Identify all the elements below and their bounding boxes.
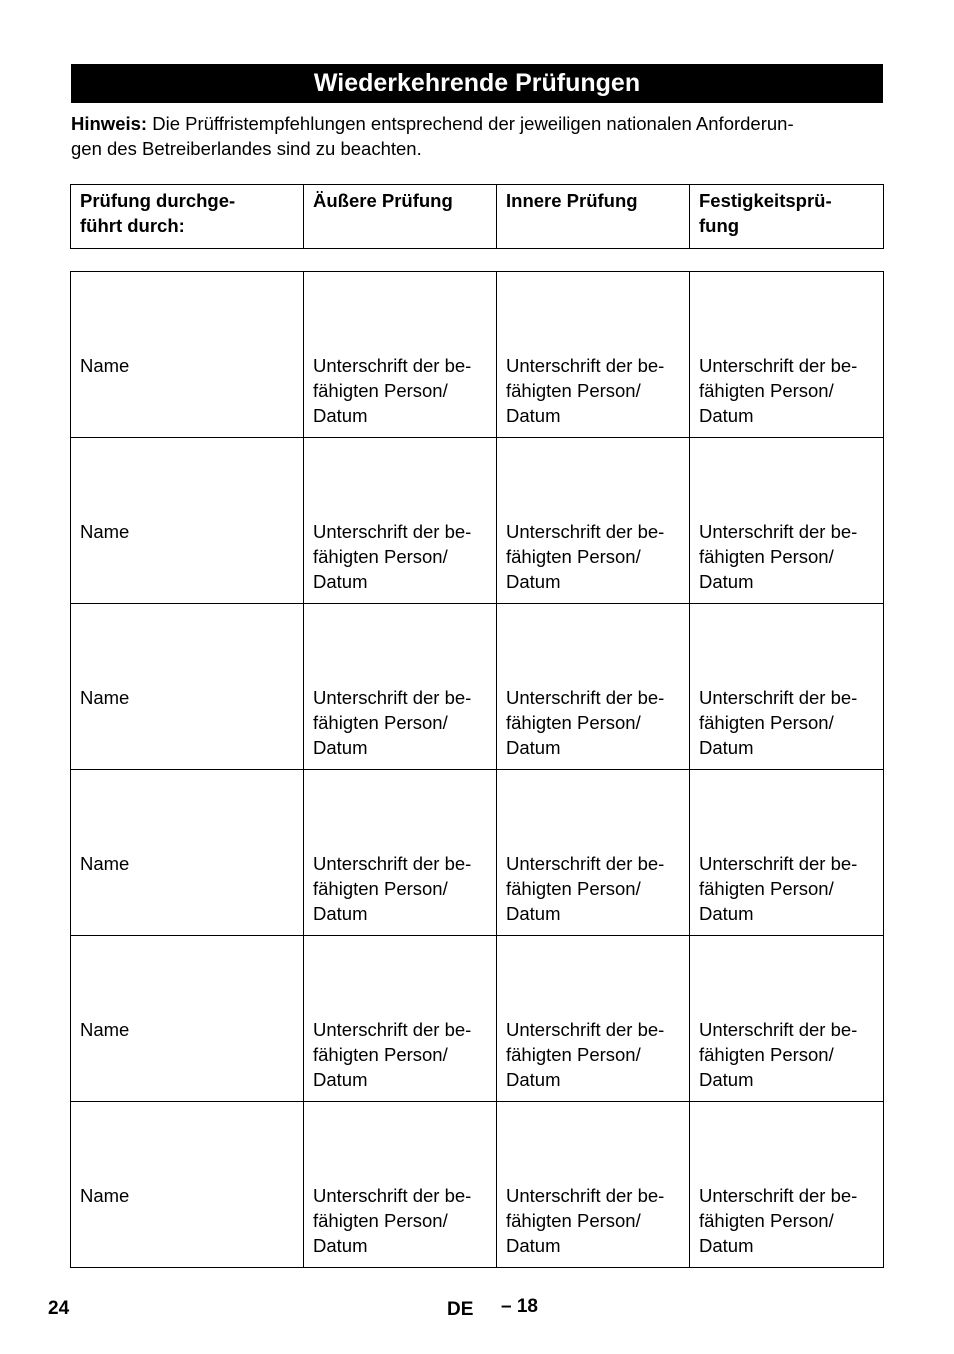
name-cell (71, 1102, 304, 1268)
signature-label-line-2: fähigten Person/ (506, 546, 641, 567)
signature-label-line-3: Datum (506, 737, 561, 758)
signature-label-line-2: fähigten Person/ (506, 1210, 641, 1231)
signature-cell-external (304, 1102, 497, 1268)
signature-label-line-1: Unterschrift der be- (699, 853, 858, 874)
header-performed-by (71, 185, 304, 249)
name-cell (71, 438, 304, 604)
signature-label-line-1: Unterschrift der be- (699, 521, 858, 542)
signature-label-line-1: Unterschrift der be- (699, 1185, 858, 1206)
signature-label-line-1: Unterschrift der be- (313, 1185, 472, 1206)
signature-label-line-1: Unterschrift der be- (313, 521, 472, 542)
signature-label-line-2: fähigten Person/ (699, 546, 834, 567)
signature-row (71, 272, 884, 438)
header-performed-by-line-1: Prüfung durchge- (80, 190, 236, 211)
header-external-inspection (304, 185, 497, 249)
signature-label-line-1: Unterschrift der be- (313, 355, 472, 376)
name-cell (71, 272, 304, 438)
signature-cell-strength (690, 604, 884, 770)
signature-label-line-3: Datum (313, 903, 368, 924)
signature-cell-strength (690, 272, 884, 438)
signature-cell-external (304, 770, 497, 936)
signature-label-line-3: Datum (506, 1069, 561, 1090)
signature-label-line-3: Datum (699, 571, 754, 592)
signature-row (71, 438, 884, 604)
signature-label-line-3: Datum (313, 1235, 368, 1256)
signature-cell-internal (497, 438, 690, 604)
signature-label-line-1: Unterschrift der be- (506, 1185, 665, 1206)
signature-cell-strength (690, 936, 884, 1102)
signature-label-line-2: fähigten Person/ (699, 1044, 834, 1065)
signature-label-line-3: Datum (506, 903, 561, 924)
page-number: 24 (48, 1298, 70, 1319)
header-row (71, 185, 884, 249)
signature-label-line-2: fähigten Person/ (699, 1210, 834, 1231)
header-internal-inspection (497, 185, 690, 249)
signature-cell-external (304, 604, 497, 770)
signature-label-line-3: Datum (506, 571, 561, 592)
signature-label-line-2: fähigten Person/ (313, 546, 448, 567)
note-text-line-2: gen des Betreiberlandes sind zu beachten. (71, 138, 422, 159)
signature-row (71, 604, 884, 770)
signature-label-line-3: Datum (699, 903, 754, 924)
header-strength-test-line-2: fung (699, 215, 740, 236)
signature-cell-external (304, 936, 497, 1102)
name-label: Name (80, 687, 130, 708)
signature-label-line-2: fähigten Person/ (313, 1210, 448, 1231)
signature-label-line-1: Unterschrift der be- (313, 687, 472, 708)
signature-cell-external (304, 272, 497, 438)
signature-cell-strength (690, 438, 884, 604)
signature-cell-internal (497, 604, 690, 770)
signature-label-line-1: Unterschrift der be- (506, 853, 665, 874)
signature-label-line-2: fähigten Person/ (313, 1044, 448, 1065)
signature-cell-strength (690, 1102, 884, 1268)
signature-label-line-3: Datum (313, 1069, 368, 1090)
signature-label-line-1: Unterschrift der be- (506, 355, 665, 376)
signature-label-line-3: Datum (506, 405, 561, 426)
signature-cell-internal (497, 1102, 690, 1268)
signature-label-line-2: fähigten Person/ (313, 712, 448, 733)
signature-label-line-2: fähigten Person/ (506, 380, 641, 401)
signature-label-line-1: Unterschrift der be- (506, 521, 665, 542)
header-strength-test (690, 185, 884, 249)
signature-label-line-2: fähigten Person/ (699, 380, 834, 401)
signature-label-line-3: Datum (699, 1069, 754, 1090)
note-paragraph (71, 111, 886, 161)
name-label: Name (80, 1019, 130, 1040)
note-label: Hinweis: (71, 113, 148, 134)
signature-cell-external (304, 438, 497, 604)
signature-label-line-3: Datum (313, 571, 368, 592)
signature-label-line-2: fähigten Person/ (313, 878, 448, 899)
signature-label-line-3: Datum (313, 737, 368, 758)
header-external-inspection-label: Äußere Prüfung (313, 190, 453, 211)
footer-section-number: – 18 (501, 1296, 538, 1317)
header-performed-by-line-2: führt durch: (80, 215, 185, 236)
signature-label-line-3: Datum (699, 1235, 754, 1256)
signature-cell-strength (690, 770, 884, 936)
signature-label-line-1: Unterschrift der be- (699, 1019, 858, 1040)
signature-label-line-2: fähigten Person/ (699, 712, 834, 733)
signature-label-line-1: Unterschrift der be- (699, 355, 858, 376)
signature-cell-internal (497, 770, 690, 936)
signature-label-line-1: Unterschrift der be- (506, 687, 665, 708)
signature-label-line-2: fähigten Person/ (506, 1044, 641, 1065)
signature-label-line-2: fähigten Person/ (506, 712, 641, 733)
signature-row (71, 936, 884, 1102)
header-internal-inspection-label: Innere Prüfung (506, 190, 638, 211)
name-cell (71, 604, 304, 770)
signature-label-line-3: Datum (506, 1235, 561, 1256)
signature-label-line-1: Unterschrift der be- (313, 853, 472, 874)
name-cell (71, 770, 304, 936)
name-label: Name (80, 355, 130, 376)
note-text-line-1: Die Prüffristempfehlungen entsprechend der jeweiligen nationalen Anforderun- (147, 113, 794, 134)
signature-row (71, 770, 884, 936)
signature-label-line-1: Unterschrift der be- (699, 687, 858, 708)
signature-row (71, 1102, 884, 1268)
signature-label-line-3: Datum (699, 405, 754, 426)
signature-label-line-3: Datum (699, 737, 754, 758)
footer-language: DE (447, 1299, 474, 1320)
name-label: Name (80, 521, 130, 542)
signature-label-line-3: Datum (313, 405, 368, 426)
name-label: Name (80, 1185, 130, 1206)
header-strength-test-line-1: Festigkeitsprü- (699, 190, 832, 211)
signature-label-line-2: fähigten Person/ (506, 878, 641, 899)
signature-label-line-1: Unterschrift der be- (506, 1019, 665, 1040)
signature-cell-internal (497, 936, 690, 1102)
signature-label-line-2: fähigten Person/ (699, 878, 834, 899)
name-label: Name (80, 853, 130, 874)
inspection-signature-table (70, 271, 884, 1268)
page-title: Wiederkehrende Prüfungen (71, 64, 883, 103)
signature-label-line-1: Unterschrift der be- (313, 1019, 472, 1040)
inspection-header-table (70, 184, 884, 249)
signature-label-line-2: fähigten Person/ (313, 380, 448, 401)
name-cell (71, 936, 304, 1102)
signature-cell-internal (497, 272, 690, 438)
